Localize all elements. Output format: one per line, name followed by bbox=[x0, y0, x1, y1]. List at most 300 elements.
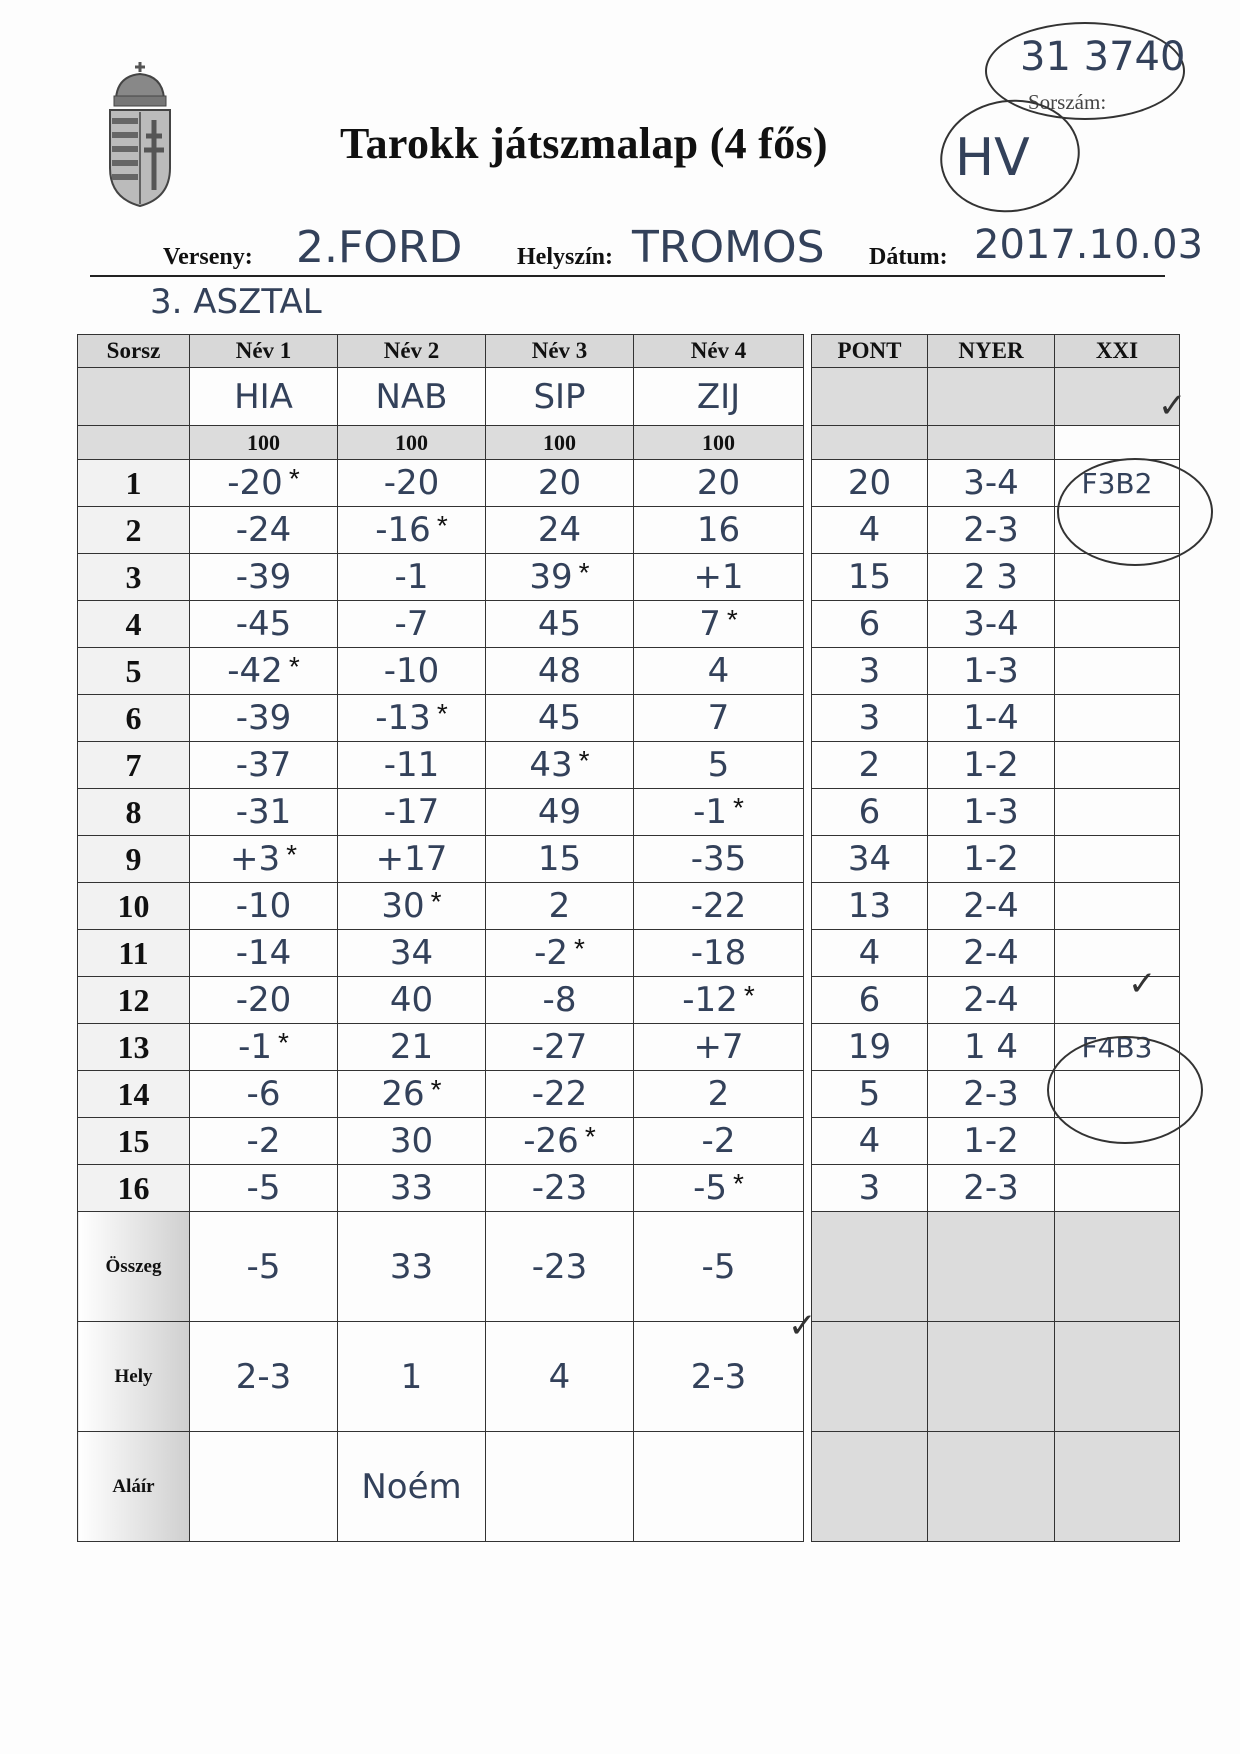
check-mark: ✓ bbox=[788, 1306, 817, 1346]
sum-row-value: -23 bbox=[486, 1212, 634, 1322]
page-title: Tarokk játszmalap (4 fős) bbox=[340, 119, 828, 168]
table-row bbox=[78, 507, 1180, 554]
nyer-cell: 2-4 bbox=[928, 883, 1055, 930]
xxi-cell bbox=[1055, 836, 1180, 883]
score-cell bbox=[486, 1118, 634, 1165]
table-row bbox=[78, 977, 1180, 1024]
dealer-star-mark: * bbox=[436, 698, 448, 729]
xxi-cell bbox=[1055, 695, 1180, 742]
score-cell bbox=[190, 601, 338, 648]
round-number: 15 bbox=[78, 1118, 190, 1165]
xxi-circle bbox=[1057, 458, 1213, 566]
score-value: 16 bbox=[696, 510, 741, 550]
score-value: 7 bbox=[699, 604, 721, 644]
score-cell bbox=[634, 507, 804, 554]
dealer-star-mark: * bbox=[733, 792, 744, 823]
nyer-cell: 2-3 bbox=[928, 1165, 1055, 1212]
score-cell bbox=[486, 460, 634, 507]
score-cell bbox=[486, 695, 634, 742]
nyer-header: NYER bbox=[928, 335, 1055, 368]
place-row-value: 2-3 bbox=[634, 1322, 804, 1432]
xxi-cell bbox=[1055, 601, 1180, 648]
score-cell bbox=[338, 977, 486, 1024]
score-value: -5 bbox=[693, 1168, 727, 1208]
score-cell bbox=[634, 1118, 804, 1165]
player-name: NAB bbox=[338, 368, 486, 426]
score-cell bbox=[486, 1024, 634, 1071]
table-row bbox=[78, 554, 1180, 601]
score-cell bbox=[634, 930, 804, 977]
score-value: 7 bbox=[707, 698, 730, 738]
score-value: -20 bbox=[235, 980, 292, 1020]
column-gap bbox=[804, 930, 812, 977]
blank-cell bbox=[812, 1322, 928, 1432]
table-row bbox=[78, 1118, 1180, 1165]
score-value: -35 bbox=[690, 839, 747, 879]
score-cell bbox=[338, 1071, 486, 1118]
pont-cell: 6 bbox=[812, 977, 928, 1024]
nyer-cell: 2 3 bbox=[928, 554, 1055, 601]
score-cell bbox=[486, 789, 634, 836]
score-value: -22 bbox=[690, 886, 747, 926]
dealer-star-mark: * bbox=[436, 510, 448, 541]
score-cell bbox=[634, 1071, 804, 1118]
helyszin-label: Helyszín: bbox=[517, 244, 613, 270]
hungarian-coat-of-arms-icon bbox=[104, 58, 176, 208]
xxi-cell: F4B3 bbox=[1055, 1024, 1180, 1071]
column-gap bbox=[804, 426, 812, 460]
score-cell bbox=[486, 742, 634, 789]
xxi-header: XXI bbox=[1055, 335, 1180, 368]
sum-row-value: -5 bbox=[634, 1212, 804, 1322]
score-value: 26 bbox=[381, 1074, 425, 1114]
column-gap bbox=[804, 1024, 812, 1071]
score-value: -6 bbox=[246, 1074, 281, 1114]
column-gap bbox=[804, 648, 812, 695]
dealer-star-mark: * bbox=[430, 886, 442, 917]
score-value: 5 bbox=[707, 745, 730, 785]
score-value: 4 bbox=[707, 651, 730, 691]
table-row bbox=[78, 648, 1180, 695]
pont-cell: 19 bbox=[812, 1024, 928, 1071]
score-value: 2 bbox=[548, 886, 571, 926]
round-number: 9 bbox=[78, 836, 190, 883]
score-cell bbox=[190, 930, 338, 977]
blank-cell bbox=[812, 1432, 928, 1542]
dealer-star-mark: * bbox=[578, 557, 590, 588]
score-cell bbox=[190, 977, 338, 1024]
score-value: -16 bbox=[375, 510, 431, 550]
score-cell bbox=[486, 1165, 634, 1212]
round-number: 7 bbox=[78, 742, 190, 789]
score-value: -14 bbox=[235, 933, 292, 973]
dealer-star-mark: * bbox=[726, 604, 738, 635]
column-gap bbox=[804, 1071, 812, 1118]
place-row bbox=[78, 1322, 1180, 1432]
pont-cell: 3 bbox=[812, 695, 928, 742]
score-cell bbox=[486, 883, 634, 930]
score-value: -20 bbox=[383, 463, 440, 503]
score-value: -1 bbox=[238, 1027, 272, 1067]
place-row-value: 4 bbox=[486, 1322, 634, 1432]
column-gap bbox=[804, 695, 812, 742]
name2-header: Név 2 bbox=[338, 335, 486, 368]
score-cell bbox=[486, 648, 634, 695]
column-gap bbox=[804, 554, 812, 601]
table-row bbox=[78, 789, 1180, 836]
nyer-cell: 3-4 bbox=[928, 460, 1055, 507]
column-gap bbox=[804, 460, 812, 507]
xxi-cell bbox=[1055, 742, 1180, 789]
xxi-cell bbox=[1055, 883, 1180, 930]
nyer-cell: 1 4 bbox=[928, 1024, 1055, 1071]
column-gap bbox=[804, 883, 812, 930]
blank-cell bbox=[1055, 1322, 1180, 1432]
meta-underline bbox=[90, 275, 1165, 277]
score-cell bbox=[190, 695, 338, 742]
pont-cell: 20 bbox=[812, 460, 928, 507]
dealer-star-mark: * bbox=[733, 1168, 744, 1199]
signature-row-value bbox=[486, 1432, 634, 1542]
score-cell bbox=[190, 648, 338, 695]
nyer-cell: 1-4 bbox=[928, 695, 1055, 742]
sum-row-label: Összeg bbox=[78, 1212, 190, 1322]
round-number: 5 bbox=[78, 648, 190, 695]
score-value: 2 bbox=[707, 1074, 730, 1114]
pont-cell: 13 bbox=[812, 883, 928, 930]
score-value: -8 bbox=[542, 980, 577, 1020]
nyer-cell: 2-3 bbox=[928, 1071, 1055, 1118]
dealer-star-mark: * bbox=[430, 1074, 442, 1105]
blank-cell bbox=[928, 1322, 1055, 1432]
pont-cell: 4 bbox=[812, 930, 928, 977]
blank-cell bbox=[812, 426, 928, 460]
score-value: 43 bbox=[529, 745, 573, 785]
score-cell bbox=[190, 1165, 338, 1212]
score-cell bbox=[190, 554, 338, 601]
nyer-cell: 1-3 bbox=[928, 789, 1055, 836]
helyszin-value: TROMOS bbox=[632, 222, 825, 273]
score-cell bbox=[486, 1071, 634, 1118]
table-row bbox=[78, 1165, 1180, 1212]
score-cell bbox=[190, 883, 338, 930]
column-gap bbox=[804, 601, 812, 648]
score-cell bbox=[486, 601, 634, 648]
hv-mark: HV bbox=[955, 128, 1030, 188]
xxi-cell: F3B2 bbox=[1055, 460, 1180, 507]
score-table bbox=[77, 334, 1180, 1542]
score-value: 34 bbox=[389, 933, 434, 973]
score-cell bbox=[190, 742, 338, 789]
player-name: HIA bbox=[190, 368, 338, 426]
column-gap bbox=[804, 1212, 812, 1322]
start-points: 100 bbox=[338, 426, 486, 460]
round-number: 6 bbox=[78, 695, 190, 742]
score-cell bbox=[338, 836, 486, 883]
score-value: -39 bbox=[235, 698, 292, 738]
table-note: 3. ASZTAL bbox=[150, 282, 322, 322]
score-value: -23 bbox=[531, 1168, 588, 1208]
xxi-cell bbox=[1055, 789, 1180, 836]
pont-cell: 34 bbox=[812, 836, 928, 883]
score-value: -7 bbox=[394, 604, 429, 644]
xxi-cell bbox=[1055, 648, 1180, 695]
score-value: -2 bbox=[246, 1121, 281, 1161]
pont-cell: 5 bbox=[812, 1071, 928, 1118]
round-number: 11 bbox=[78, 930, 190, 977]
datum-label: Dátum: bbox=[869, 244, 948, 270]
column-gap bbox=[804, 977, 812, 1024]
signature-row-value bbox=[634, 1432, 804, 1542]
score-cell bbox=[486, 977, 634, 1024]
xxi-cell bbox=[1055, 1165, 1180, 1212]
round-number: 2 bbox=[78, 507, 190, 554]
score-cell bbox=[486, 554, 634, 601]
pont-header: PONT bbox=[812, 335, 928, 368]
player-name: ZIJ bbox=[634, 368, 804, 426]
score-value: -39 bbox=[235, 557, 292, 597]
score-value: 45 bbox=[537, 698, 582, 738]
score-value: -2 bbox=[534, 933, 568, 973]
sum-row-value: -5 bbox=[190, 1212, 338, 1322]
score-value: -11 bbox=[383, 745, 440, 785]
table-row bbox=[78, 742, 1180, 789]
place-row-value: 1 bbox=[338, 1322, 486, 1432]
round-number: 14 bbox=[78, 1071, 190, 1118]
score-cell bbox=[338, 460, 486, 507]
serial-label: Sorszám: bbox=[1028, 90, 1107, 114]
round-number: 10 bbox=[78, 883, 190, 930]
pont-cell: 4 bbox=[812, 507, 928, 554]
score-value: 33 bbox=[389, 1168, 434, 1208]
score-cell bbox=[634, 836, 804, 883]
dealer-star-mark: * bbox=[584, 1121, 596, 1152]
sum-row bbox=[78, 1212, 1180, 1322]
pont-cell: 6 bbox=[812, 601, 928, 648]
score-value: -45 bbox=[235, 604, 292, 644]
score-cell bbox=[486, 836, 634, 883]
score-cell bbox=[634, 554, 804, 601]
nyer-cell: 1-2 bbox=[928, 1118, 1055, 1165]
score-cell bbox=[634, 883, 804, 930]
score-value: +3 bbox=[229, 839, 281, 879]
blank-cell bbox=[928, 1212, 1055, 1322]
score-cell bbox=[190, 1118, 338, 1165]
sum-row-value: 33 bbox=[338, 1212, 486, 1322]
score-value: -22 bbox=[531, 1074, 588, 1114]
blank-cell bbox=[1055, 1432, 1180, 1542]
dealer-star-mark: * bbox=[286, 839, 298, 870]
verseny-label: Verseny: bbox=[163, 244, 253, 270]
score-value: -5 bbox=[246, 1168, 281, 1208]
score-cell bbox=[634, 977, 804, 1024]
score-cell bbox=[338, 883, 486, 930]
check-mark: ✓ bbox=[1158, 386, 1187, 426]
score-cell bbox=[338, 1024, 486, 1071]
score-cell bbox=[190, 1071, 338, 1118]
table-row bbox=[78, 930, 1180, 977]
score-value: 30 bbox=[381, 886, 425, 926]
blank-cell bbox=[1055, 426, 1180, 460]
score-cell bbox=[338, 1118, 486, 1165]
score-cell bbox=[486, 507, 634, 554]
table-row bbox=[78, 601, 1180, 648]
signature-row-value: Noém bbox=[338, 1432, 486, 1542]
score-value: +1 bbox=[693, 557, 744, 597]
score-value: -2 bbox=[701, 1121, 736, 1161]
score-value: +17 bbox=[375, 839, 448, 879]
column-gap bbox=[804, 1118, 812, 1165]
verseny-value: 2.FORD bbox=[296, 222, 463, 273]
signature-row bbox=[78, 1432, 1180, 1542]
blank-cell bbox=[928, 426, 1055, 460]
score-cell bbox=[338, 648, 486, 695]
nyer-cell: 1-3 bbox=[928, 648, 1055, 695]
column-gap bbox=[804, 836, 812, 883]
score-value: -18 bbox=[690, 933, 747, 973]
score-value: -27 bbox=[531, 1027, 588, 1067]
score-value: 20 bbox=[537, 463, 582, 503]
score-cell bbox=[634, 789, 804, 836]
place-row-value: 2-3 bbox=[190, 1322, 338, 1432]
round-number: 12 bbox=[78, 977, 190, 1024]
nyer-cell: 2-4 bbox=[928, 977, 1055, 1024]
score-value: -12 bbox=[682, 980, 738, 1020]
dealer-star-mark: * bbox=[574, 933, 585, 964]
nyer-cell: 1-2 bbox=[928, 742, 1055, 789]
nyer-cell: 2-4 bbox=[928, 930, 1055, 977]
round-number: 8 bbox=[78, 789, 190, 836]
table-row bbox=[78, 836, 1180, 883]
score-cell bbox=[190, 789, 338, 836]
xxi-circle bbox=[1047, 1036, 1203, 1144]
round-number: 4 bbox=[78, 601, 190, 648]
column-gap bbox=[804, 1432, 812, 1542]
datum-value: 2017.10.03 bbox=[974, 222, 1204, 268]
score-value: -20 bbox=[227, 463, 283, 503]
pont-cell: 4 bbox=[812, 1118, 928, 1165]
column-gap bbox=[804, 368, 812, 426]
score-cell bbox=[634, 695, 804, 742]
score-cell bbox=[486, 930, 634, 977]
table-row bbox=[78, 1071, 1180, 1118]
name4-header: Név 4 bbox=[634, 335, 804, 368]
score-value: 15 bbox=[537, 839, 582, 879]
score-value: -37 bbox=[235, 745, 292, 785]
table-row bbox=[78, 695, 1180, 742]
signature-row-value bbox=[190, 1432, 338, 1542]
table-row bbox=[78, 883, 1180, 930]
score-value: -10 bbox=[235, 886, 292, 926]
score-cell bbox=[338, 601, 486, 648]
round-number: 16 bbox=[78, 1165, 190, 1212]
score-cell bbox=[190, 460, 338, 507]
dealer-star-mark: * bbox=[288, 463, 300, 494]
pont-cell: 3 bbox=[812, 1165, 928, 1212]
sorsz-header: Sorsz bbox=[78, 335, 190, 368]
score-value: 40 bbox=[389, 980, 434, 1020]
score-value: -26 bbox=[523, 1121, 579, 1161]
blank-cell bbox=[78, 368, 190, 426]
blank-cell bbox=[928, 1432, 1055, 1542]
dealer-star-mark: * bbox=[288, 651, 300, 682]
start-points: 100 bbox=[486, 426, 634, 460]
score-cell bbox=[634, 648, 804, 695]
score-value: 49 bbox=[537, 792, 582, 832]
blank-cell bbox=[928, 368, 1055, 426]
pont-cell: 3 bbox=[812, 648, 928, 695]
score-value: 20 bbox=[696, 463, 741, 503]
score-value: -24 bbox=[235, 510, 292, 550]
score-cell bbox=[338, 1165, 486, 1212]
serial-number: 31 3740 bbox=[1020, 34, 1186, 80]
score-value: +7 bbox=[693, 1027, 744, 1067]
name3-header: Név 3 bbox=[486, 335, 634, 368]
table-row bbox=[78, 1024, 1180, 1071]
column-gap bbox=[804, 742, 812, 789]
nyer-cell: 3-4 bbox=[928, 601, 1055, 648]
pont-cell: 6 bbox=[812, 789, 928, 836]
score-value: -10 bbox=[383, 651, 440, 691]
check-mark: ✓ bbox=[1128, 964, 1157, 1004]
dealer-star-mark: * bbox=[578, 745, 590, 776]
blank-cell bbox=[78, 426, 190, 460]
pont-cell: 15 bbox=[812, 554, 928, 601]
score-value: -1 bbox=[693, 792, 727, 832]
score-cell bbox=[338, 789, 486, 836]
xxi-cell bbox=[1055, 930, 1180, 977]
dealer-star-mark: * bbox=[278, 1027, 289, 1058]
score-cell bbox=[634, 1165, 804, 1212]
score-value: -17 bbox=[383, 792, 440, 832]
score-cell bbox=[338, 695, 486, 742]
round-number: 1 bbox=[78, 460, 190, 507]
score-value: -31 bbox=[235, 792, 292, 832]
round-number: 3 bbox=[78, 554, 190, 601]
blank-cell bbox=[812, 368, 928, 426]
table-row bbox=[78, 460, 1180, 507]
player-name: SIP bbox=[486, 368, 634, 426]
score-cell bbox=[190, 836, 338, 883]
dealer-star-mark: * bbox=[743, 980, 755, 1011]
score-value: 21 bbox=[389, 1027, 434, 1067]
score-cell bbox=[338, 554, 486, 601]
score-value: -1 bbox=[394, 557, 429, 597]
nyer-cell: 2-3 bbox=[928, 507, 1055, 554]
column-gap bbox=[804, 1165, 812, 1212]
score-cell bbox=[634, 601, 804, 648]
score-value: -42 bbox=[227, 651, 283, 691]
column-gap bbox=[804, 789, 812, 836]
name1-header: Név 1 bbox=[190, 335, 338, 368]
start-points: 100 bbox=[634, 426, 804, 460]
round-number: 13 bbox=[78, 1024, 190, 1071]
score-cell bbox=[190, 507, 338, 554]
signature-row-label: Aláír bbox=[78, 1432, 190, 1542]
column-gap bbox=[804, 507, 812, 554]
score-value: 48 bbox=[537, 651, 582, 691]
score-cell bbox=[190, 1024, 338, 1071]
score-cell bbox=[634, 460, 804, 507]
xxi-cell bbox=[1055, 977, 1180, 1024]
score-value: 30 bbox=[389, 1121, 434, 1161]
score-value: -13 bbox=[375, 698, 431, 738]
nyer-cell: 1-2 bbox=[928, 836, 1055, 883]
score-cell bbox=[338, 930, 486, 977]
score-cell bbox=[634, 742, 804, 789]
score-value: 39 bbox=[529, 557, 573, 597]
pont-cell: 2 bbox=[812, 742, 928, 789]
